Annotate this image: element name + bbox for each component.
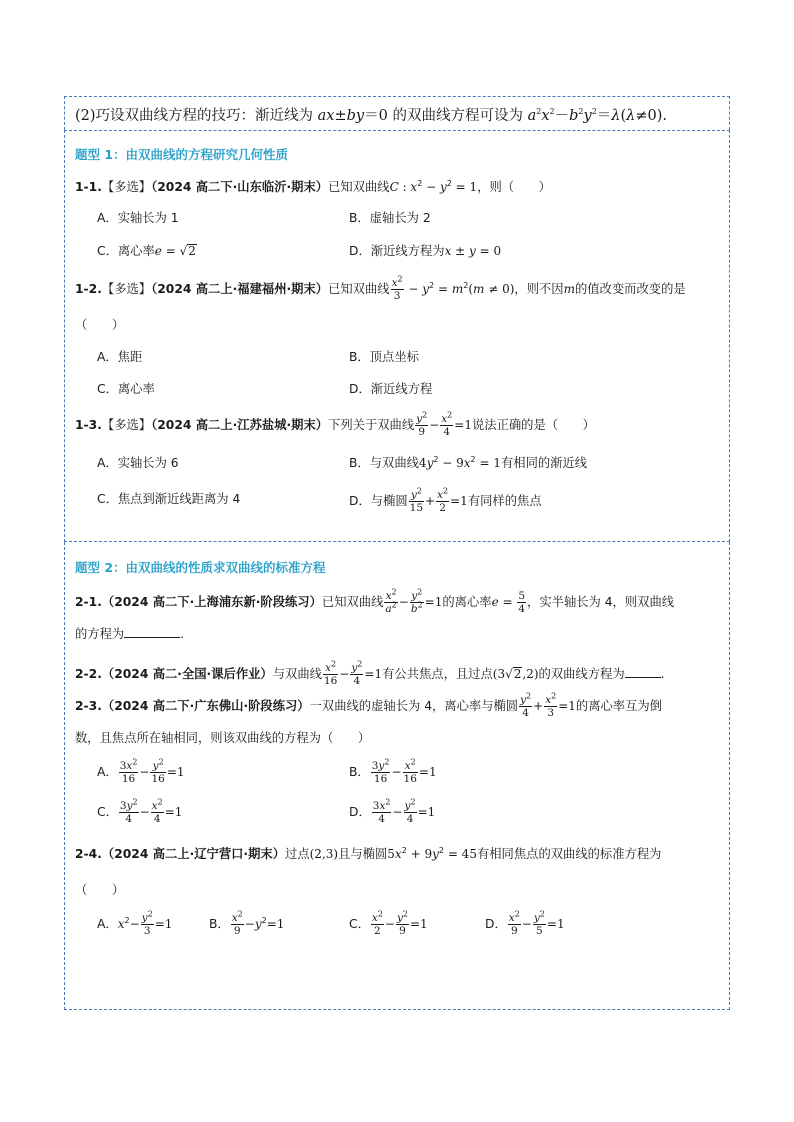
tip-box: [64, 96, 730, 130]
option-2-4-a[interactable]: A．$x^2-$ $\frac{y^2}{3}$ =1: [97, 909, 173, 937]
option-1-3-b[interactable]: B．与双曲线$4y^2 - 9x^2 = 1$有相同的渐近线: [349, 454, 588, 470]
option-2-3-b[interactable]: B． $\frac{3y^2}{16}$ − $\frac{x^2}{16}$ =1: [349, 757, 437, 785]
option-1-3-d[interactable]: D．与椭圆 $\frac{y^2}{15}$ + $\frac{x^2}{2}$ =1有同样的焦点: [349, 486, 542, 514]
section-2-heading: 题型 2：由双曲线的性质求双曲线的标准方程: [75, 560, 326, 575]
question-1-1: 1-1.【多选】（2024 高二下·山东临沂·期末）已知双曲线C : $x^2 - y^2 = 1$，则（ ）: [75, 178, 551, 194]
option-1-2-a[interactable]: A．焦距: [97, 350, 143, 364]
option-1-1-b[interactable]: B．虚轴长为 2: [349, 211, 431, 225]
question-2-4: 2-4.（2024 高二上·辽宁营口·期末）过点(2,3)且与椭圆$5x^2 + 9y^2 = 45$有相同焦点的双曲线的标准方程为: [75, 845, 662, 861]
option-2-4-c[interactable]: C． $\frac{x^2}{2}$ − $\frac{y^2}{9}$ =1: [349, 909, 428, 937]
option-1-2-b[interactable]: B．顶点坐标: [349, 350, 419, 364]
option-2-4-b[interactable]: B． $\frac{x^2}{9}$ $-y^2=1$: [209, 909, 285, 937]
tip-text: (2)巧设双曲线方程的技巧：渐近线为 ax±by＝0 的双曲线方程可设为 $a^2x^2-b^2y^2=\lambda(\lambda\ne 0)$.: [75, 107, 668, 124]
option-2-3-a[interactable]: A． $\frac{3x^2}{16}$ − $\frac{y^2}{16}$ =1: [97, 757, 185, 785]
option-1-1-d[interactable]: D．渐近线方程为x ± y = 0: [349, 244, 502, 258]
question-1-2-line2: （ ）: [75, 318, 125, 332]
section-1-heading: 题型 1：由双曲线的方程研究几何性质: [75, 147, 289, 162]
question-2-2: 2-2.（2024 高二·全国·课后作业）与双曲线 $\frac{x^2}{16}$ − $\frac{y^2}{4}$ =1有公共焦点，且过点(3√2,2)的双曲线方程为 .: [75, 659, 665, 687]
option-1-1-a[interactable]: A．实轴长为 1: [97, 211, 179, 225]
option-2-3-d[interactable]: D． $\frac{3x^2}{4}$ − $\frac{y^2}{4}$ =1: [349, 797, 436, 825]
question-2-3-line2: 数，且焦点所在轴相同，则该双曲线的方程为（ ）: [75, 731, 371, 745]
section-1-box: [64, 130, 730, 542]
question-2-4-line2: （ ）: [75, 883, 125, 897]
question-2-1: 2-1.（2024 高二下·上海浦东新·阶段练习）已知双曲线 $\frac{x^2}{a^2}$ − $\frac{y^2}{b^2}$ =1的离心率e = $\frac{5}{4}$ ，实半轴长为 4，则双曲线: [75, 587, 675, 615]
option-1-2-d[interactable]: D．渐近线方程: [349, 382, 433, 396]
question-2-3: 2-3.（2024 高二下·广东佛山·阶段练习）一双曲线的虚轴长为 4，离心率与椭圆 $\frac{y^2}{4}$ + $\frac{x^2}{3}$ =1的离心率互为倒: [75, 691, 662, 719]
answer-blank[interactable]: [124, 626, 180, 638]
question-1-3: 1-3.【多选】（2024 高二上·江苏盐城·期末）下列关于双曲线 $\frac{y^2}{9}$ − $\frac{x^2}{4}$ =1说法正确的是（ ）: [75, 410, 595, 438]
option-1-3-c[interactable]: C．焦点到渐近线距离为 4: [97, 492, 241, 506]
question-1-2: 1-2.【多选】（2024 高二上·福建福州·期末）已知双曲线 $\frac{x^2}{3}$ − $y^2 = m^2(m \ne 0)$，则不因m的值改变而改变的是: [75, 274, 686, 302]
question-2-1-line2: 的方程为 .: [75, 627, 185, 641]
answer-blank[interactable]: [625, 666, 661, 678]
option-2-4-d[interactable]: D． $\frac{x^2}{9}$ − $\frac{y^2}{5}$ =1: [485, 909, 565, 937]
option-1-2-c[interactable]: C．离心率: [97, 382, 155, 396]
section-2-box: [64, 542, 730, 1010]
option-2-3-c[interactable]: C． $\frac{3y^2}{4}$ − $\frac{x^2}{4}$ =1: [97, 797, 183, 825]
option-1-1-c[interactable]: C．离心率e = √2: [97, 244, 196, 258]
option-1-3-a[interactable]: A．实轴长为 6: [97, 456, 179, 470]
